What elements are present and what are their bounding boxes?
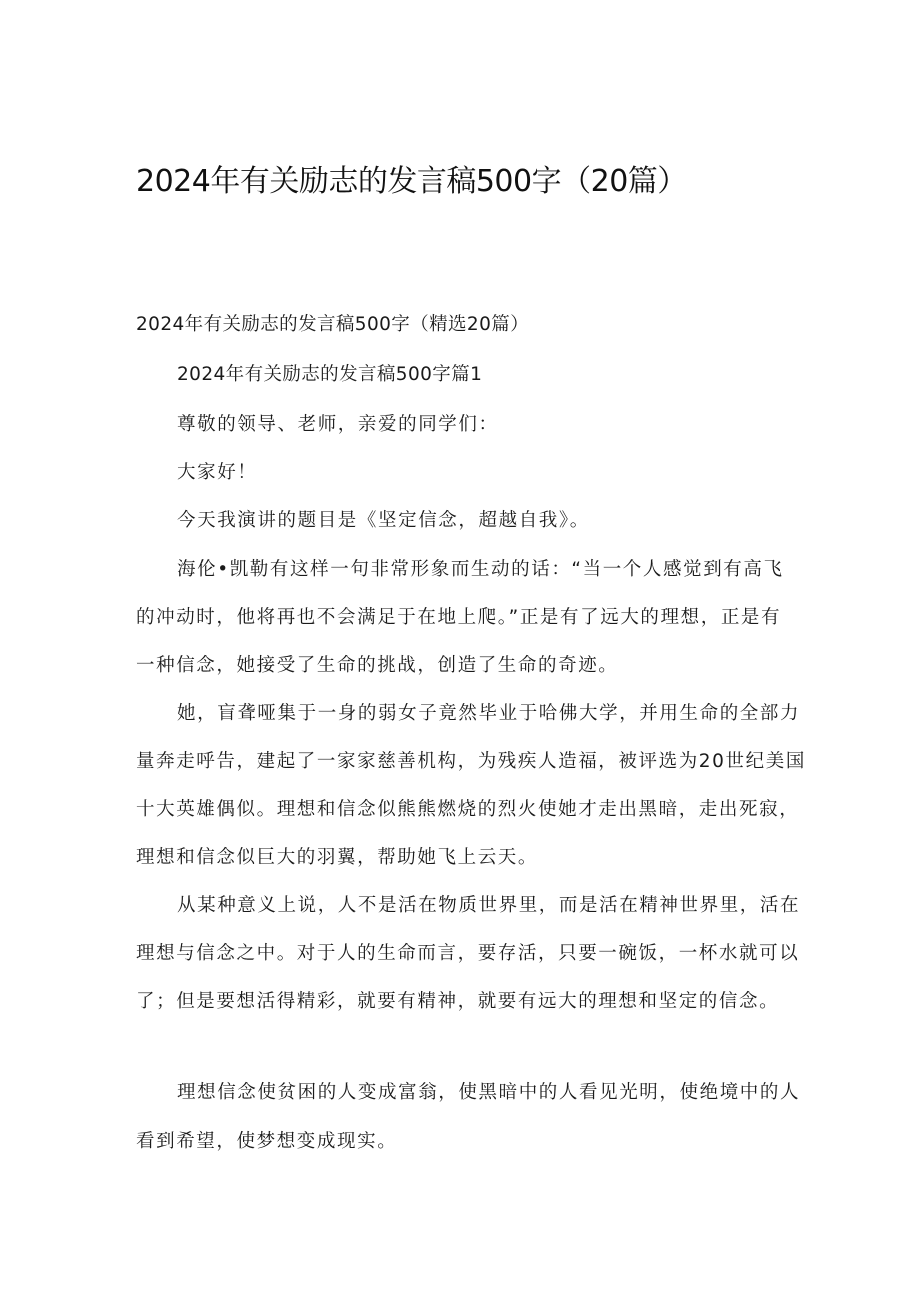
document-subtitle: 2024年有关励志的发言稿500字（精选20篇） bbox=[136, 314, 530, 335]
paragraph-line: 从某种意义上说，人不是活在物质世界里，而是活在精神世界里，活在 bbox=[177, 895, 801, 916]
paragraph-line: 理想和信念似巨大的羽翼，帮助她飞上云天。 bbox=[136, 847, 539, 868]
paragraph-line: 了；但是要想活得精彩，就要有精神，就要有远大的理想和坚定的信念。 bbox=[136, 991, 780, 1012]
paragraph-line: 一种信念，她接受了生命的挑战，创造了生命的奇迹。 bbox=[136, 655, 619, 676]
document-title: 2024年有关励志的发言稿500字（20篇） bbox=[136, 164, 687, 199]
hello-line: 大家好！ bbox=[177, 462, 258, 483]
paragraph-line: 海伦•凯勒有这样一句非常形象而生动的话：“当一个人感觉到有高飞 bbox=[177, 559, 784, 580]
paragraph-line: 量奔走呼告，建起了一家家慈善机构，为残疾人造福，被评选为20世纪美国 bbox=[136, 751, 806, 772]
greeting-line: 尊敬的领导、老师，亲爱的同学们： bbox=[177, 414, 499, 435]
paragraph-line: 她，盲聋哑集于一身的弱女子竟然毕业于哈佛大学，并用生命的全部力 bbox=[177, 703, 801, 724]
paragraph-line: 十大英雄偶似。理想和信念似熊熊燃烧的烈火使她才走出黑暗，走出死寂， bbox=[136, 799, 800, 820]
section-heading: 2024年有关励志的发言稿500字篇1 bbox=[177, 364, 483, 385]
paragraph-line: 理想信念使贫困的人变成富翁，使黑暗中的人看见光明，使绝境中的人 bbox=[177, 1082, 801, 1103]
paragraph-line: 的冲动时，他将再也不会满足于在地上爬。”正是有了远大的理想，正是有 bbox=[136, 607, 782, 628]
paragraph-line: 理想与信念之中。对于人的生命而言，要存活，只要一碗饭，一杯水就可以 bbox=[136, 943, 800, 964]
paragraph-line: 看到希望，使梦想变成现实。 bbox=[136, 1131, 398, 1152]
topic-line: 今天我演讲的题目是《坚定信念，超越自我》。 bbox=[177, 510, 590, 531]
